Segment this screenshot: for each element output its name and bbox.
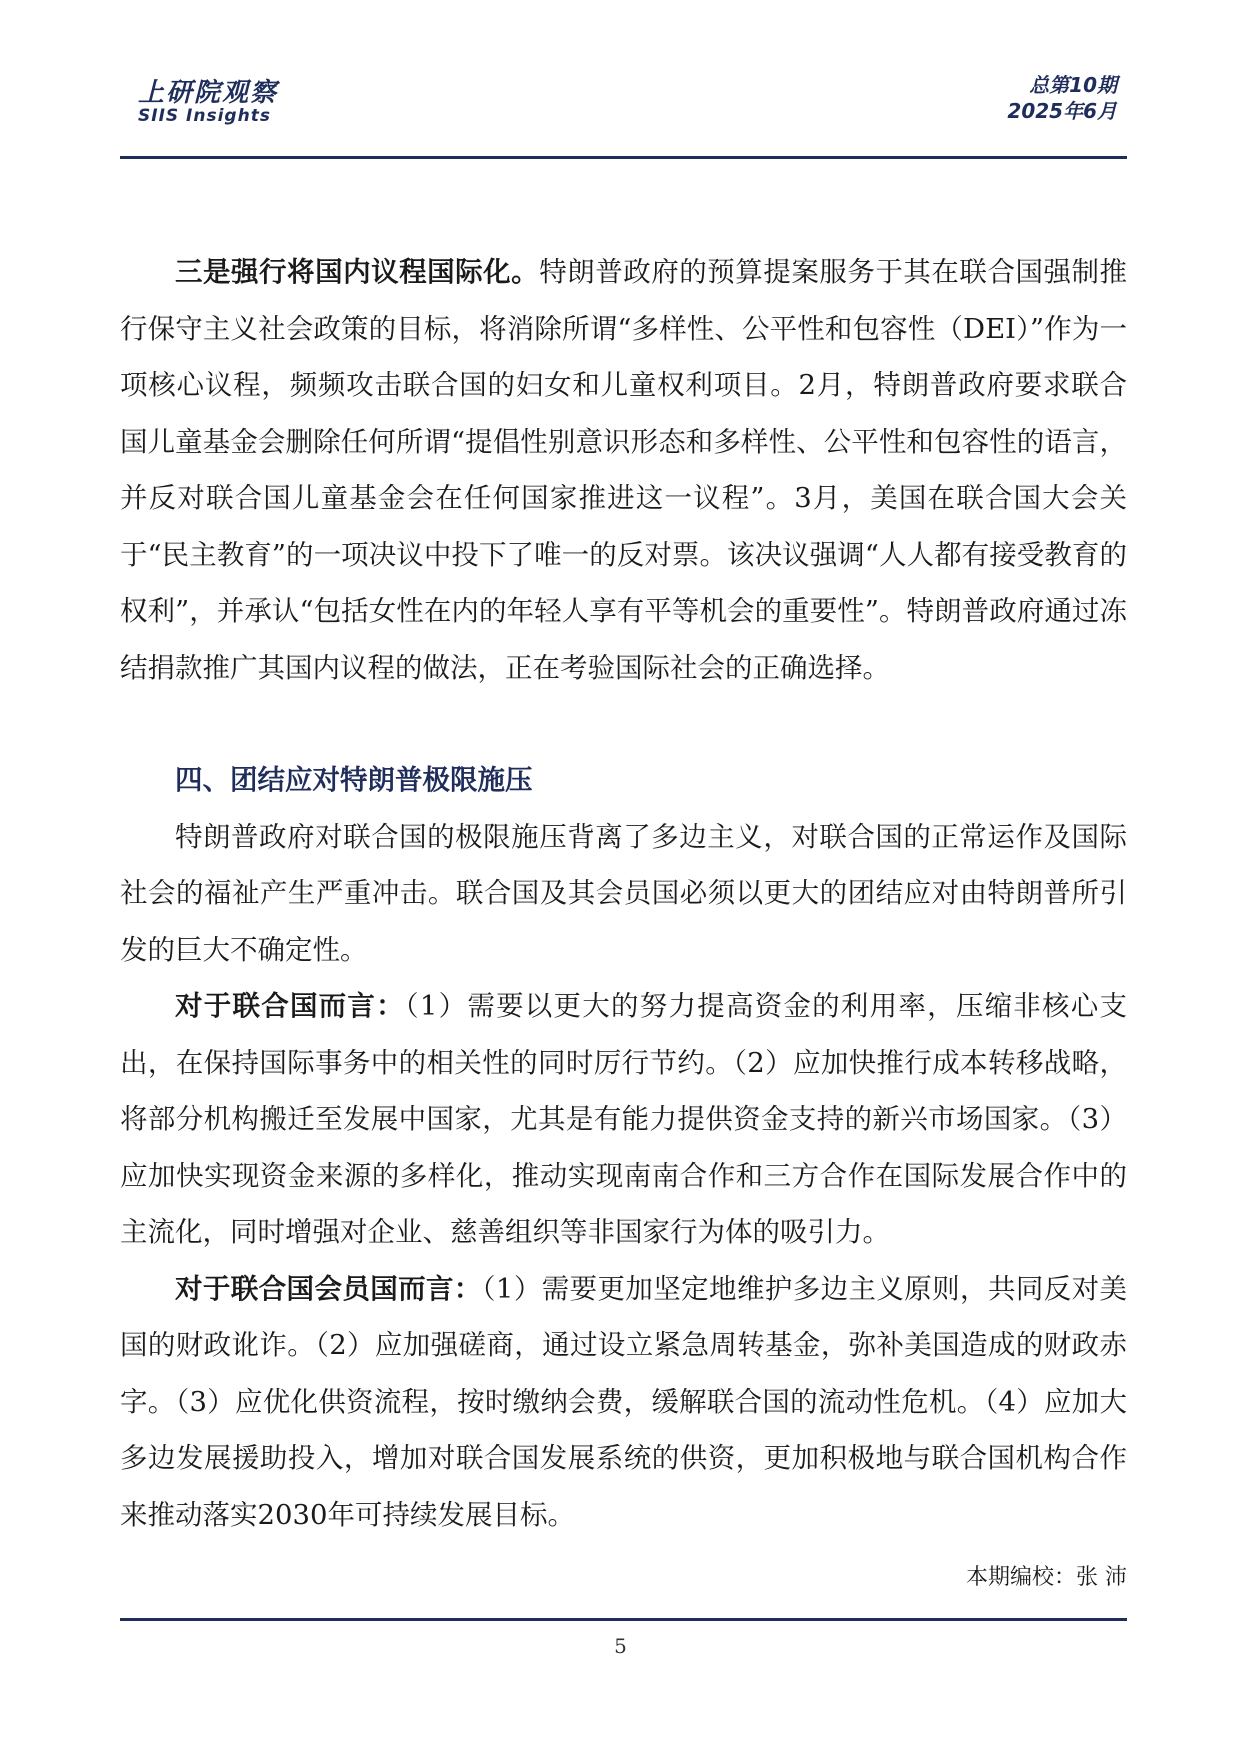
footer-divider — [120, 1618, 1127, 1621]
paragraph-lead: 对于联合国而言： — [175, 990, 405, 1022]
page-header — [120, 68, 1127, 128]
page-number: 5 — [614, 1634, 627, 1658]
paragraph-text: （1）需要以更大的努力提高资金的利用率，压缩非核心支出，在保持国际事务中的相关性的同时厉行节约。（2）应加快推行成本转移战略，将部分机构搬迁至发展中国家，尤其是有能力提供资金支持的新兴市场国家。（3）应加快实现资金来源的多样化，推动实现南南合作和三方合作在国际发展合作中的主流化，同时增强对企业、慈善组织等非国家行为体的吸引力。 — [120, 990, 1128, 1248]
section-heading: 四、团结应对特朗普极限施压 — [175, 764, 533, 796]
paragraph-intro: 特朗普政府对联合国的极限施压背离了多边主义，对联合国的正常运作及国际社会的福祉产生严重冲击。联合国及其会员国必须以更大的团结应对由特朗普所引发的巨大不确定性。 — [120, 820, 1127, 966]
logo-chinese: 上研院观察 — [138, 78, 279, 108]
paragraph-member-states — [120, 1261, 1127, 1544]
paragraph-domestic-agenda — [120, 244, 1127, 696]
paragraph-text: 特朗普政府的预算提案服务于其在联合国强制推行保守主义社会政策的目标，将消除所谓“多样性、公平性和包容性（DEI）”作为一项核心议程，频频攻击联合国的妇女和儿童权利项目。2月，特朗普政府要求联合国儿童基金会删除任何所谓“提倡性别意识形态和多样性、公平性和包容性的语言，并反对联合国儿童基金会在任何国家推进这一议程”。3月，美国在联合国大会关于“民主教育”的一项决议中投下了唯一的反对票。该决议强调“人人都有接受教育的权利”，并承认“包括女性在内的年轻人享有平等机会的重要性”。特朗普政府通过冻结捐款推广其国内议程的做法，正在考验国际社会的正确选择。 — [120, 256, 1128, 684]
logo-english: SIIS Insights — [138, 106, 271, 126]
issue-number: 总第10期 — [1029, 73, 1117, 97]
paragraph-lead: 对于联合国会员国而言： — [175, 1272, 482, 1305]
paragraph-un — [120, 978, 1127, 1261]
paragraph-lead: 三是强行将国内议程国际化。 — [175, 256, 540, 288]
issue-date: 2025年6月 — [1007, 99, 1117, 123]
editor-credit: 本期编校：张 沛 — [966, 1565, 1127, 1590]
header-divider — [120, 156, 1127, 159]
issue-info — [1007, 72, 1117, 124]
paragraph-text: （1）需要更加坚定地维护多边主义原则，共同反对美国的财政讹诈。（2）应加强磋商，通过设立紧急周转基金，弥补美国造成的财政赤字。（3）应优化供资流程，按时缴纳会费，缓解联合国的流动性危机。（4）应加大多边发展援助投入，增加对联合国发展系统的供资，更加积极地与联合国机构合作来推动落实2030年可持续发展目标。 — [120, 1272, 1128, 1531]
article-body — [120, 244, 1127, 1543]
